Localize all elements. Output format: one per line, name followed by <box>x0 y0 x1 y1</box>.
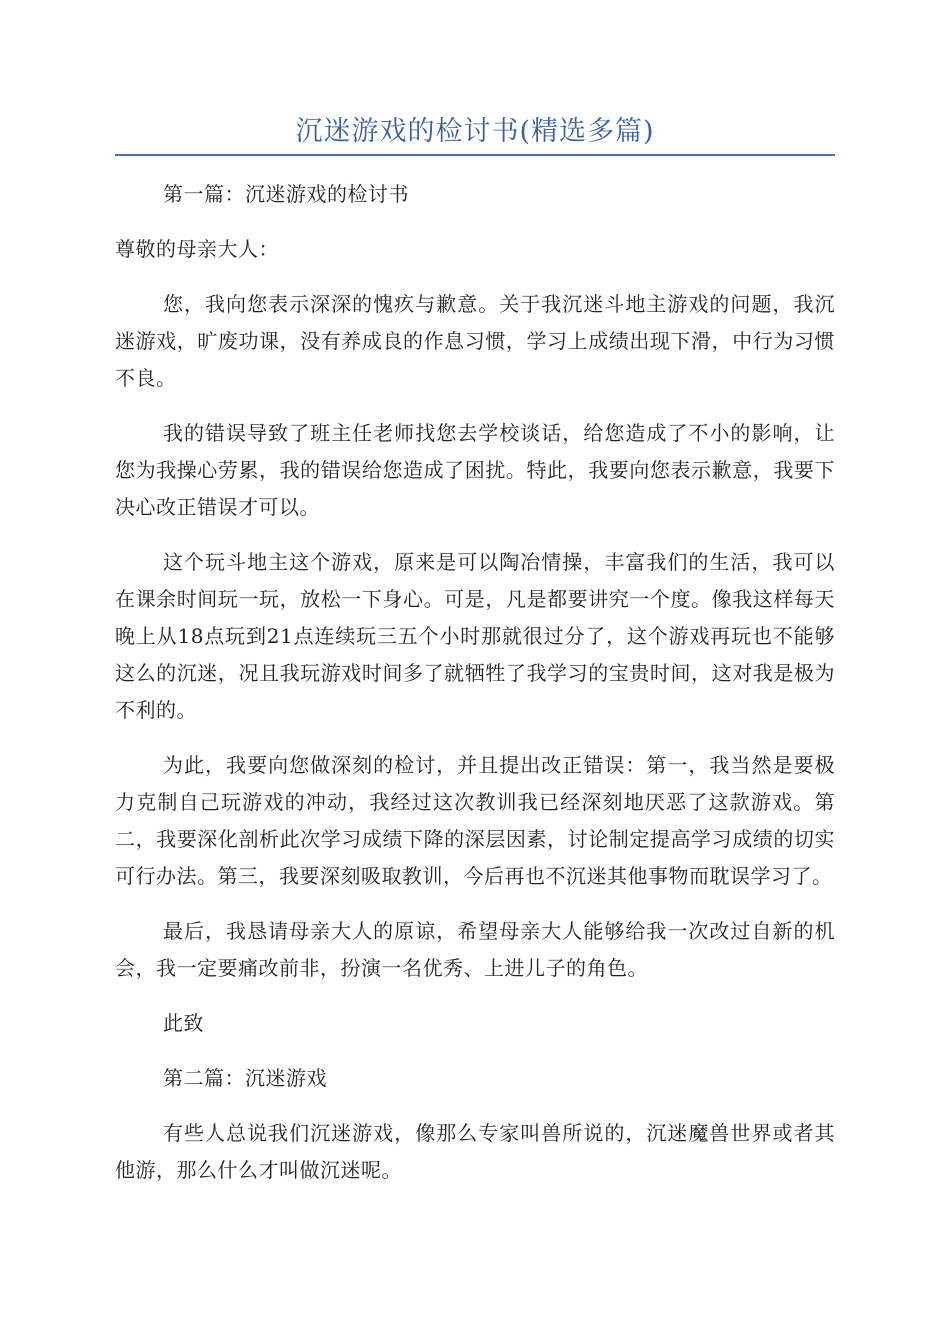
salutation: 尊敬的母亲大人： <box>115 237 279 261</box>
closing-line: 此致 <box>163 1011 204 1035</box>
body-paragraph: 这个玩斗地主这个游戏，原来是可以陶冶情操，丰富我们的生活，我可以在课余时间玩一玩，放松一下身心。可是，凡是都要讲究一个度。像我这样每天晚上从18点玩到21点连续玩三五个小时那就很过分了，这个游戏再玩也不能够这么的沉迷，况且我玩游戏时间多了就牺牲了我学习的宝贵时间，这对我是极为不利的。 <box>115 550 835 722</box>
document-body <box>115 176 835 1207</box>
body-paragraph: 最后，我恳请母亲大人的原谅，希望母亲大人能够给我一次改过自新的机会，我一定要痛改前非，扮演一名优秀、上进儿子的角色。 <box>115 919 835 980</box>
section-heading-1: 第一篇：沉迷游戏的检讨书 <box>163 182 409 206</box>
document-title: 沉迷游戏的检讨书(精选多篇) <box>295 116 655 147</box>
body-paragraph: 有些人总说我们沉迷游戏，像那么专家叫兽所说的，沉迷魔兽世界或者其他游，那么什么才叫做沉迷呢。 <box>115 1121 835 1182</box>
title-underline <box>115 154 835 156</box>
body-paragraph: 您，我向您表示深深的愧疚与歉意。关于我沉迷斗地主游戏的问题，我沉迷游戏，旷废功课，没有养成良的作息习惯，学习上成绩出现下滑，中行为习惯不良。 <box>115 292 835 390</box>
body-paragraph: 为此，我要向您做深刻的检讨，并且提出改正错误：第一，我当然是要极力克制自己玩游戏的冲动，我经过这次教训我已经深刻地厌恶了这款游戏。第二，我要深化剖析此次学习成绩下降的深层因素，讨论制定提高学习成绩的切实可行办法。第三，我要深刻吸取教训，今后再也不沉迷其他事物而耽误学习了。 <box>115 753 835 888</box>
body-paragraph: 我的错误导致了班主任老师找您去学校谈话，给您造成了不小的影响，让您为我操心劳累，我的错误给您造成了困扰。特此，我要向您表示歉意，我要下决心改正错误才可以。 <box>115 421 835 519</box>
section-heading-2: 第二篇：沉迷游戏 <box>163 1066 327 1090</box>
